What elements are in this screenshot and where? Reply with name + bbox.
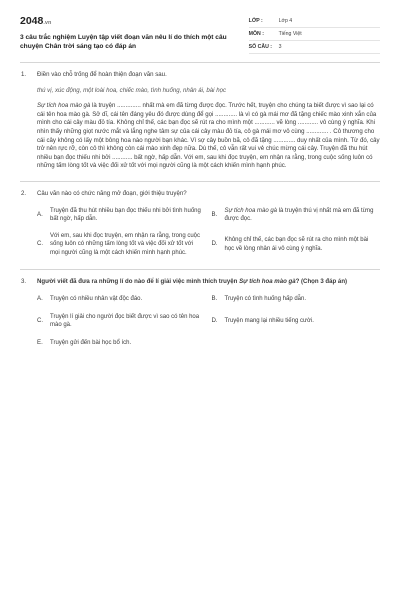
passage-text: là truyện .............. nhất mà em đã từng được đọc. Trước hết, truyện cho chúng ta biết được vì sao lại có cái tên hoa mào gà. Sở dĩ, cái tên đáng yêu đó được dùng để gọi ............. là vì có gà mái mơ đã tặng chiếc mào xinh xắn của mình cho cái cây màu đỏ tía. Không chỉ thế, các bạn đọc sẽ rút ra cho mình một ............ vẽ lòng ............ vô cùng ý nghĩa. Khi nhìn thấy những giọt nước mắt và lắng nghe tâm sự của cái cây màu đỏ tía, cô gà mái mơ vô cùng ............. . Cô thương cho cái cây không có lấy một bông hoa nào người bạn khác. Vì sợ cây buồn bã, cô đã tặng ............. duy nhất của mình. Từ đó, cây trở nên rực rỡ, còn cô thì không còn cái mào xinh đẹp nữa. Dù thế, cô vẫn rất vui vẻ chúc mừng cái cây. Truyện đã thu hút nhiều bạn đọc thiếu nhi bởi ............ bất ngờ, hấp dẫn. Với em, sau khi đọc truyện, em nhận ra rằng, trong cuộc sống luôn có những tấm lòng tốt và việc đối xử tốt với mọi người cũng là một cách khiến mình hạnh phúc. (37, 102, 380, 170)
answer-options (37, 207, 380, 258)
logo-text: 2048 (20, 15, 44, 27)
option-text: Truyện mang lại nhiều tiếng cười. (224, 317, 314, 324)
option-label: D. (211, 316, 218, 324)
section-divider (20, 269, 380, 270)
question-number: 1. (21, 71, 27, 78)
option-c[interactable] (37, 232, 206, 258)
question-2 (20, 190, 380, 258)
option-label: C. (37, 240, 44, 248)
option-text: Truyện có nhiều nhân vật độc đáo. (50, 296, 143, 303)
option-d[interactable] (212, 313, 381, 330)
option-e[interactable] (37, 339, 206, 348)
meta-value: 3 (278, 43, 282, 50)
logo-domain: .vn (43, 20, 52, 26)
question-body (37, 190, 380, 258)
option-text: Truyện đã thu hút nhiều bạn đọc thiếu nhi bởi tình huống bất ngờ, hấp dẫn. (50, 207, 201, 223)
option-label: C. (37, 316, 44, 324)
option-text: Truyện lí giải cho người đọc biết được vì sao có tên hoa mào gà. (50, 313, 200, 329)
option-text: Sự tích hoa mào gà là truyện thú vị nhất mà em đã từng được đọc. (224, 207, 374, 223)
option-label: E. (37, 338, 43, 346)
option-c[interactable] (37, 313, 206, 330)
option-text: Truyện gửi đến bài học bổ ích. (50, 339, 132, 346)
question-number: 2. (21, 189, 27, 197)
answer-options (37, 295, 380, 347)
meta-value: Tiếng Việt (278, 30, 302, 37)
meta-row-grade (249, 15, 380, 28)
option-label: B. (211, 295, 218, 303)
option-text: Không chỉ thế, các bạn đọc sẽ rút ra cho mình một bài học về lòng nhân ái vô cùng ý nghĩa. (224, 237, 369, 252)
word-bank: thú vị, xúc động, một loài hoa, chiếc mào, tình huống, nhân ái, bài học (37, 86, 227, 94)
meta-row-subject (249, 28, 380, 41)
site-logo[interactable] (20, 15, 249, 29)
question-body (37, 278, 380, 348)
option-label: D. (211, 240, 218, 248)
option-a[interactable] (37, 295, 206, 304)
question-number: 3. (21, 277, 27, 285)
meta-value: Lớp 4 (278, 17, 293, 24)
meta-key: SỐ CÂU : (248, 43, 272, 50)
option-text: Truyện có tình huống hấp dẫn. (224, 296, 307, 303)
question-prompt: Người viết đã đưa ra những lí do nào để lí giải việc mình thích truyện Sự tích hoa mào gà? (Chọn 3 đáp án) (37, 277, 348, 285)
option-label: B. (211, 210, 218, 218)
meta-table (249, 15, 380, 54)
option-d[interactable] (212, 232, 381, 258)
passage (37, 102, 380, 171)
question-1 (20, 71, 380, 171)
meta-row-count (249, 41, 380, 54)
question-prompt: Điền vào chỗ trống để hoàn thiện đoạn văn sau. (37, 71, 167, 78)
option-text: Với em, sau khi đọc truyện, em nhận ra rằng, trong cuộc sống luôn có những tấm lòng tốt và việc đối xử tốt với mọi người cũng là một cách khiến mình hạnh phúc. (50, 232, 201, 256)
section-divider (20, 181, 380, 182)
question-prompt: Câu văn nào có chức năng mở đoạn, giới thiệu truyện? (37, 189, 187, 197)
header (20, 15, 380, 54)
meta-key: MÔN : (248, 30, 264, 37)
header-left (20, 15, 249, 51)
worksheet-title: 3 câu trắc nghiệm Luyện tập viết đoạn văn nêu lí do thích một câu chuyện Chân trời sáng tạo có đáp án (20, 34, 227, 50)
option-b[interactable] (212, 207, 381, 224)
option-a[interactable] (37, 207, 206, 224)
header-divider (20, 62, 380, 63)
meta-key: LỚP : (248, 17, 263, 24)
option-label: A. (37, 295, 43, 303)
question-body (37, 71, 380, 171)
story-title: Sự tích hoa mào gà (37, 102, 91, 110)
option-b[interactable] (212, 295, 381, 304)
option-label: A. (37, 210, 43, 218)
question-3 (20, 278, 380, 348)
